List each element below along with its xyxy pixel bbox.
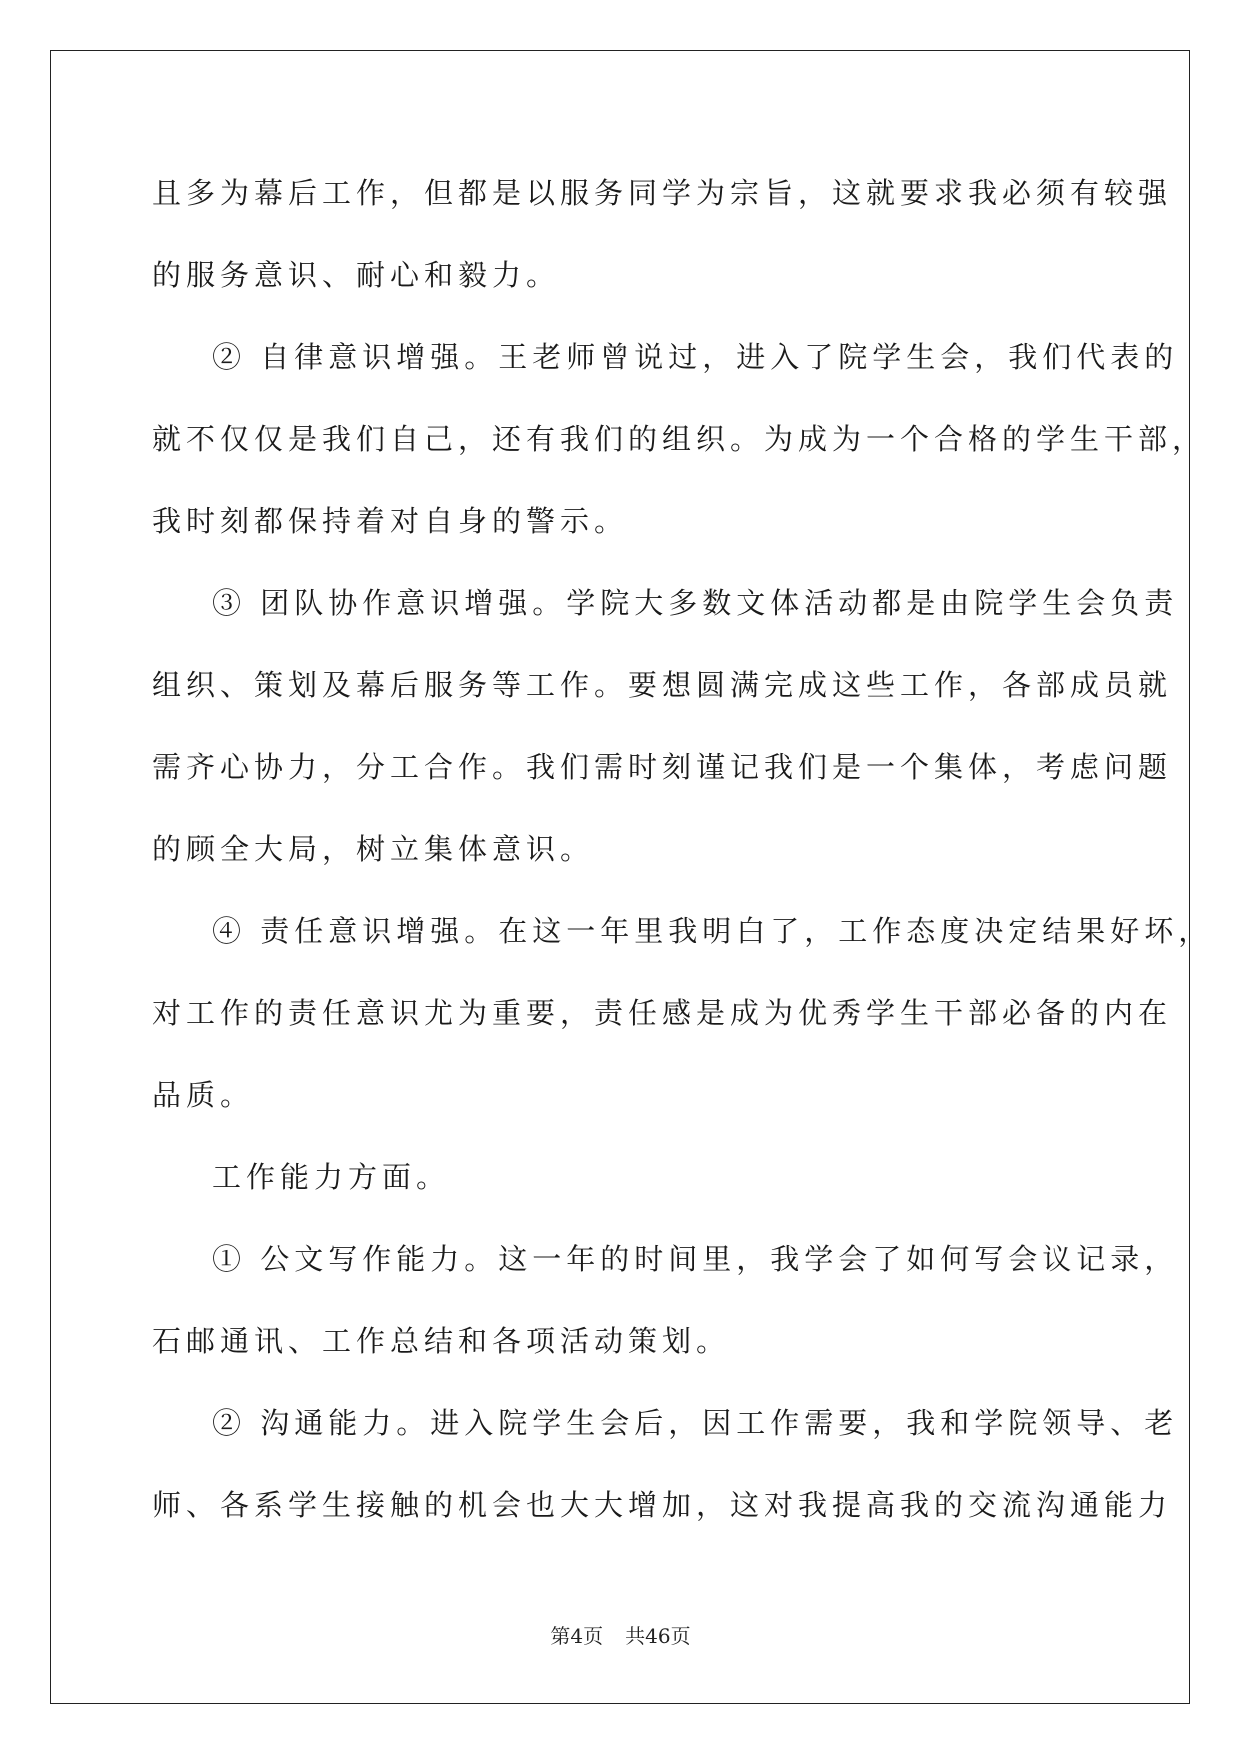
text-line: 师、各系学生接触的机会也大大增加，这对我提高我的交流沟通能力 xyxy=(152,1488,1173,1522)
text-line: 的顾全大局，树立集体意识。 xyxy=(152,832,595,866)
text-line: ② 自律意识增强。王老师曾说过，进入了院学生会，我们代表的 xyxy=(212,340,1179,374)
text-line: 需齐心协力，分工合作。我们需时刻谨记我们是一个集体，考虑问题 xyxy=(152,750,1173,784)
text-line: 工作能力方面。 xyxy=(212,1160,451,1194)
text-line: ② 沟通能力。进入院学生会后，因工作需要，我和学院领导、老 xyxy=(212,1406,1179,1440)
text-line: 组织、策划及幕后服务等工作。要想圆满完成这些工作，各部成员就 xyxy=(152,668,1173,702)
page-footer xyxy=(0,1620,1241,1649)
text-line: 的服务意识、耐心和毅力。 xyxy=(152,258,561,292)
text-line: 品质。 xyxy=(152,1078,255,1112)
text-line: 石邮通讯、工作总结和各项活动策划。 xyxy=(152,1324,731,1358)
text-line: ④ 责任意识增强。在这一年里我明白了，工作态度决定结果好坏， xyxy=(212,914,1213,948)
page-total: 共46页 xyxy=(625,1624,691,1648)
text-line: ① 公文写作能力。这一年的时间里，我学会了如何写会议记录， xyxy=(212,1242,1179,1276)
page-number: 第4页 xyxy=(550,1624,604,1648)
text-line: 且多为幕后工作，但都是以服务同学为宗旨，这就要求我必须有较强 xyxy=(152,176,1173,210)
text-line: 我时刻都保持着对自身的警示。 xyxy=(152,504,629,538)
document-body xyxy=(152,165,1213,1559)
text-line: 就不仅仅是我们自己，还有我们的组织。为成为一个合格的学生干部， xyxy=(152,422,1207,456)
text-line: 对工作的责任意识尤为重要，责任感是成为优秀学生干部必备的内在 xyxy=(152,996,1173,1030)
text-line: ③ 团队协作意识增强。学院大多数文体活动都是由院学生会负责 xyxy=(212,586,1179,620)
